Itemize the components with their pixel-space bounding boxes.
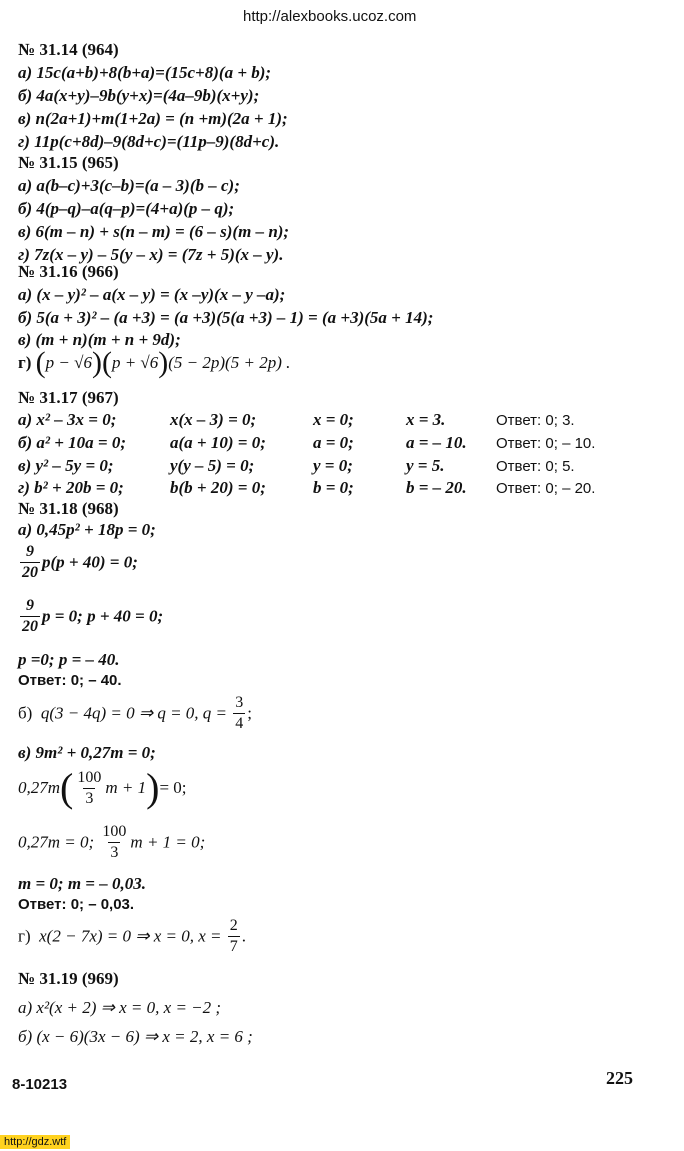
table-cell: a(a + 10) = 0; (170, 433, 266, 452)
watermark-link[interactable]: http://gdz.wtf (0, 1135, 70, 1149)
solution-line: б) q(3 − 4q) = 0 ⇒ q = 0, q = $\frac{3}{4}$ ; (18, 694, 252, 732)
solution-line: а) 15c(a+b)+8(b+a)=(15c+8)(a + b); (18, 63, 272, 82)
table-cell: x = 3. (406, 410, 446, 429)
solution-line: $\frac{9}{20}$ p = 0; p + 40 = 0; (22, 597, 164, 635)
answer: Ответ: 0; 3. (496, 412, 575, 429)
solution-line: б) 4a(x+y)–9b(y+x)=(4a–9b)(x+y); (18, 86, 260, 105)
table-cell: в) y² – 5y = 0; (18, 456, 114, 475)
answer: Ответ: 0; – 0,03. (18, 896, 135, 913)
table-cell: a = 0; (313, 433, 354, 452)
problem-title: № 31.15 (965) (18, 153, 119, 172)
solution-line: в) 6(m – n) + s(n – m) = (6 – s)(m – n); (18, 222, 290, 241)
table-cell: y(y – 5) = 0; (170, 456, 255, 475)
answer: Ответ: 0; 5. (496, 458, 575, 475)
solution-line: p =0; p = – 40. (18, 650, 120, 669)
problem-title: № 31.17 (967) (18, 388, 119, 407)
page-number: 225 (606, 1068, 633, 1088)
solution-line: б) 5(a + 3)² – (a +3) = (a +3)(5(a +3) – 1) = (a +3)(5a + 14); (18, 308, 434, 327)
problem-title: № 31.16 (966) (18, 262, 119, 281)
answer: Ответ: 0; – 40. (18, 672, 122, 689)
solution-line: $\frac{9}{20}$ p(p + 40) = 0; (22, 543, 138, 581)
table-cell: x(x – 3) = 0; (170, 410, 257, 429)
solution-line: г) (p − √6)(p + √6)(5 − 2p)(5 + 2p) . (18, 346, 291, 379)
answer: Ответ: 0; – 20. (496, 480, 596, 497)
table-cell: б) a² + 10a = 0; (18, 433, 127, 452)
answer: Ответ: 0; – 10. (496, 435, 596, 452)
solution-line: б) 4(p–q)–a(q–p)=(4+a)(p – q); (18, 199, 235, 218)
solution-line: г) 7z(x – y) – 5(y – x) = (7z + 5)(x – y). (18, 245, 284, 264)
solution-line: б) (x − 6)(3x − 6) ⇒ x = 2, x = 6 ; (18, 1027, 253, 1046)
solution-line: г) 11p(c+8d)–9(8d+c)=(11p–9)(8d+c). (18, 132, 280, 151)
solution-line: а) a(b–c)+3(c–b)=(a – 3)(b – c); (18, 176, 240, 195)
solution-line: в) (m + n)(m + n + 9d); (18, 330, 181, 349)
table-cell: г) b² + 20b = 0; (18, 478, 124, 497)
site-url: http://alexbooks.ucoz.com (243, 8, 417, 25)
table-cell: a = – 10. (406, 433, 467, 452)
solution-line: m = 0; m = – 0,03. (18, 874, 146, 893)
table-cell: b = 0; (313, 478, 354, 497)
book-code: 8-10213 (12, 1076, 68, 1093)
table-cell: x = 0; (313, 410, 354, 429)
solution-line: в) 9m² + 0,27m = 0; (18, 743, 156, 762)
solution-line: а) (x – y)² – a(x – y) = (x –y)(x – y –a); (18, 285, 286, 304)
solution-line: г) x(2 − 7x) = 0 ⇒ x = 0, x = $\frac{2}{7}$ . (18, 917, 247, 955)
table-cell: y = 0; (313, 456, 353, 475)
solution-line: 0,27m( $\frac{100}{3}$ m + 1)= 0; (18, 765, 187, 810)
problem-title: № 31.14 (964) (18, 40, 119, 59)
solution-line: в) n(2a+1)+m(1+2a) = (n +m)(2a + 1); (18, 109, 288, 128)
table-cell: b(b + 20) = 0; (170, 478, 266, 497)
problem-title: № 31.19 (969) (18, 969, 119, 988)
table-cell: а) x² – 3x = 0; (18, 410, 117, 429)
solution-line: а) x²(x + 2) ⇒ x = 0, x = −2 ; (18, 998, 222, 1017)
solution-line: а) 0,45p² + 18p = 0; (18, 520, 156, 539)
solution-line: 0,27m = 0; $\frac{100}{3}$ m + 1 = 0; (18, 823, 206, 861)
table-cell: b = – 20. (406, 478, 467, 497)
table-cell: y = 5. (406, 456, 445, 475)
problem-title: № 31.18 (968) (18, 499, 119, 518)
